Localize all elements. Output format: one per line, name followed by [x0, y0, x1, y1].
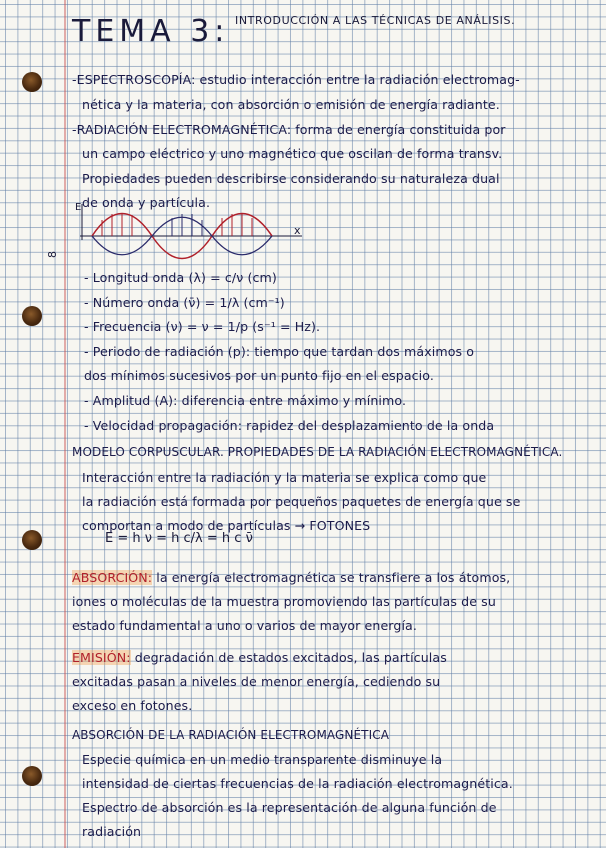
binder-hole: [22, 766, 42, 786]
property-item: - Velocidad propagación: rapidez del desplazamiento de la onda: [84, 418, 495, 433]
definition-radiacion-line-4: de onda y partícula.: [82, 195, 211, 210]
definition-radiacion-line-1: -RADIACIÓN ELECTROMAGNÉTICA: forma de energía constituida por: [72, 122, 506, 137]
absorcion-line-1: [72, 570, 510, 585]
binder-hole: [22, 530, 42, 550]
section-heading-absorcion-radiacion: ABSORCIÓN DE LA RADIACIÓN ELECTROMAGNÉTICA: [72, 728, 390, 742]
margin-note: 8: [46, 251, 59, 258]
definition-espectroscopia-line-2: nética y la materia, con absorción o emisión de energía radiante.: [82, 97, 500, 112]
absorcion-rad-line: Especie química en un medio transparente disminuye la: [82, 752, 443, 767]
absorcion-rad-line: Espectro de absorción es la representación de alguna función de: [82, 800, 497, 815]
absorcion-line: estado fundamental a uno o varios de mayor energía.: [72, 618, 417, 633]
modelo-line: la radiación está formada por pequeños paquetes de energía que se: [82, 494, 521, 509]
property-item: - Periodo de radiación (p): tiempo que tardan dos máximos o: [84, 344, 475, 359]
page-title: TEMA 3:: [72, 14, 230, 49]
definition-radiacion-line-3: Propiedades pueden describirse considerando su naturaleza dual: [82, 171, 500, 186]
section-heading-modelo: MODELO CORPUSCULAR. PROPIEDADES DE LA RADIACIÓN ELECTROMAGNÉTICA.: [72, 445, 563, 459]
wave-x-label: x: [294, 224, 301, 237]
definition-espectroscopia-line-1: -ESPECTROSCOPÍA: estudio interacción entre la radiación electromag-: [72, 72, 520, 87]
absorcion-term: ABSORCIÓN:: [72, 570, 153, 585]
emision-line: exceso en fotones.: [72, 698, 193, 713]
property-item: - Número onda (ν̄) = 1/λ (cm⁻¹): [84, 295, 285, 310]
binder-hole: [22, 306, 42, 326]
property-item: - Amplitud (A): diferencia entre máximo y mínimo.: [84, 393, 407, 408]
field-arrows: [102, 213, 252, 236]
emision-line: excitadas pasan a niveles de menor energía, cediendo su: [72, 674, 441, 689]
energy-formula: E = h ν = h c/λ = h c ν̄: [105, 531, 253, 546]
modelo-line: comportan a modo de partículas → FOTONES: [82, 518, 371, 533]
em-wave-diagram: [72, 196, 312, 266]
absorcion-def: la energía electromagnética se transfiere a los átomos,: [152, 570, 511, 585]
page-subject: INTRODUCCIÓN A LAS TÉCNICAS DE ANÁLISIS.: [235, 14, 516, 27]
property-item: - Frecuencia (ν) = ν = 1/p (s⁻¹ = Hz).: [84, 319, 321, 334]
binder-hole: [22, 72, 42, 92]
margin-line: [64, 0, 66, 848]
absorcion-rad-line: intensidad de ciertas frecuencias de la radiación electromagnética.: [82, 776, 513, 791]
emision-def: degradación de estados excitados, las partículas: [130, 650, 447, 665]
definition-radiacion-line-2: un campo eléctrico y uno magnético que oscilan de forma transv.: [82, 146, 503, 161]
property-item: - Longitud onda (λ) = c/ν (cm): [84, 270, 277, 285]
modelo-line: Interacción entre la radiación y la materia se explica como que: [82, 470, 487, 485]
property-item: dos mínimos sucesivos por un punto fijo en el espacio.: [84, 368, 434, 383]
emision-term: EMISIÓN:: [72, 650, 131, 665]
absorcion-rad-line: radiación: [82, 824, 142, 839]
emision-line-1: [72, 650, 447, 665]
wave-e-label: E: [75, 202, 82, 213]
absorcion-line: iones o moléculas de la muestra promoviendo las partículas de su: [72, 594, 496, 609]
